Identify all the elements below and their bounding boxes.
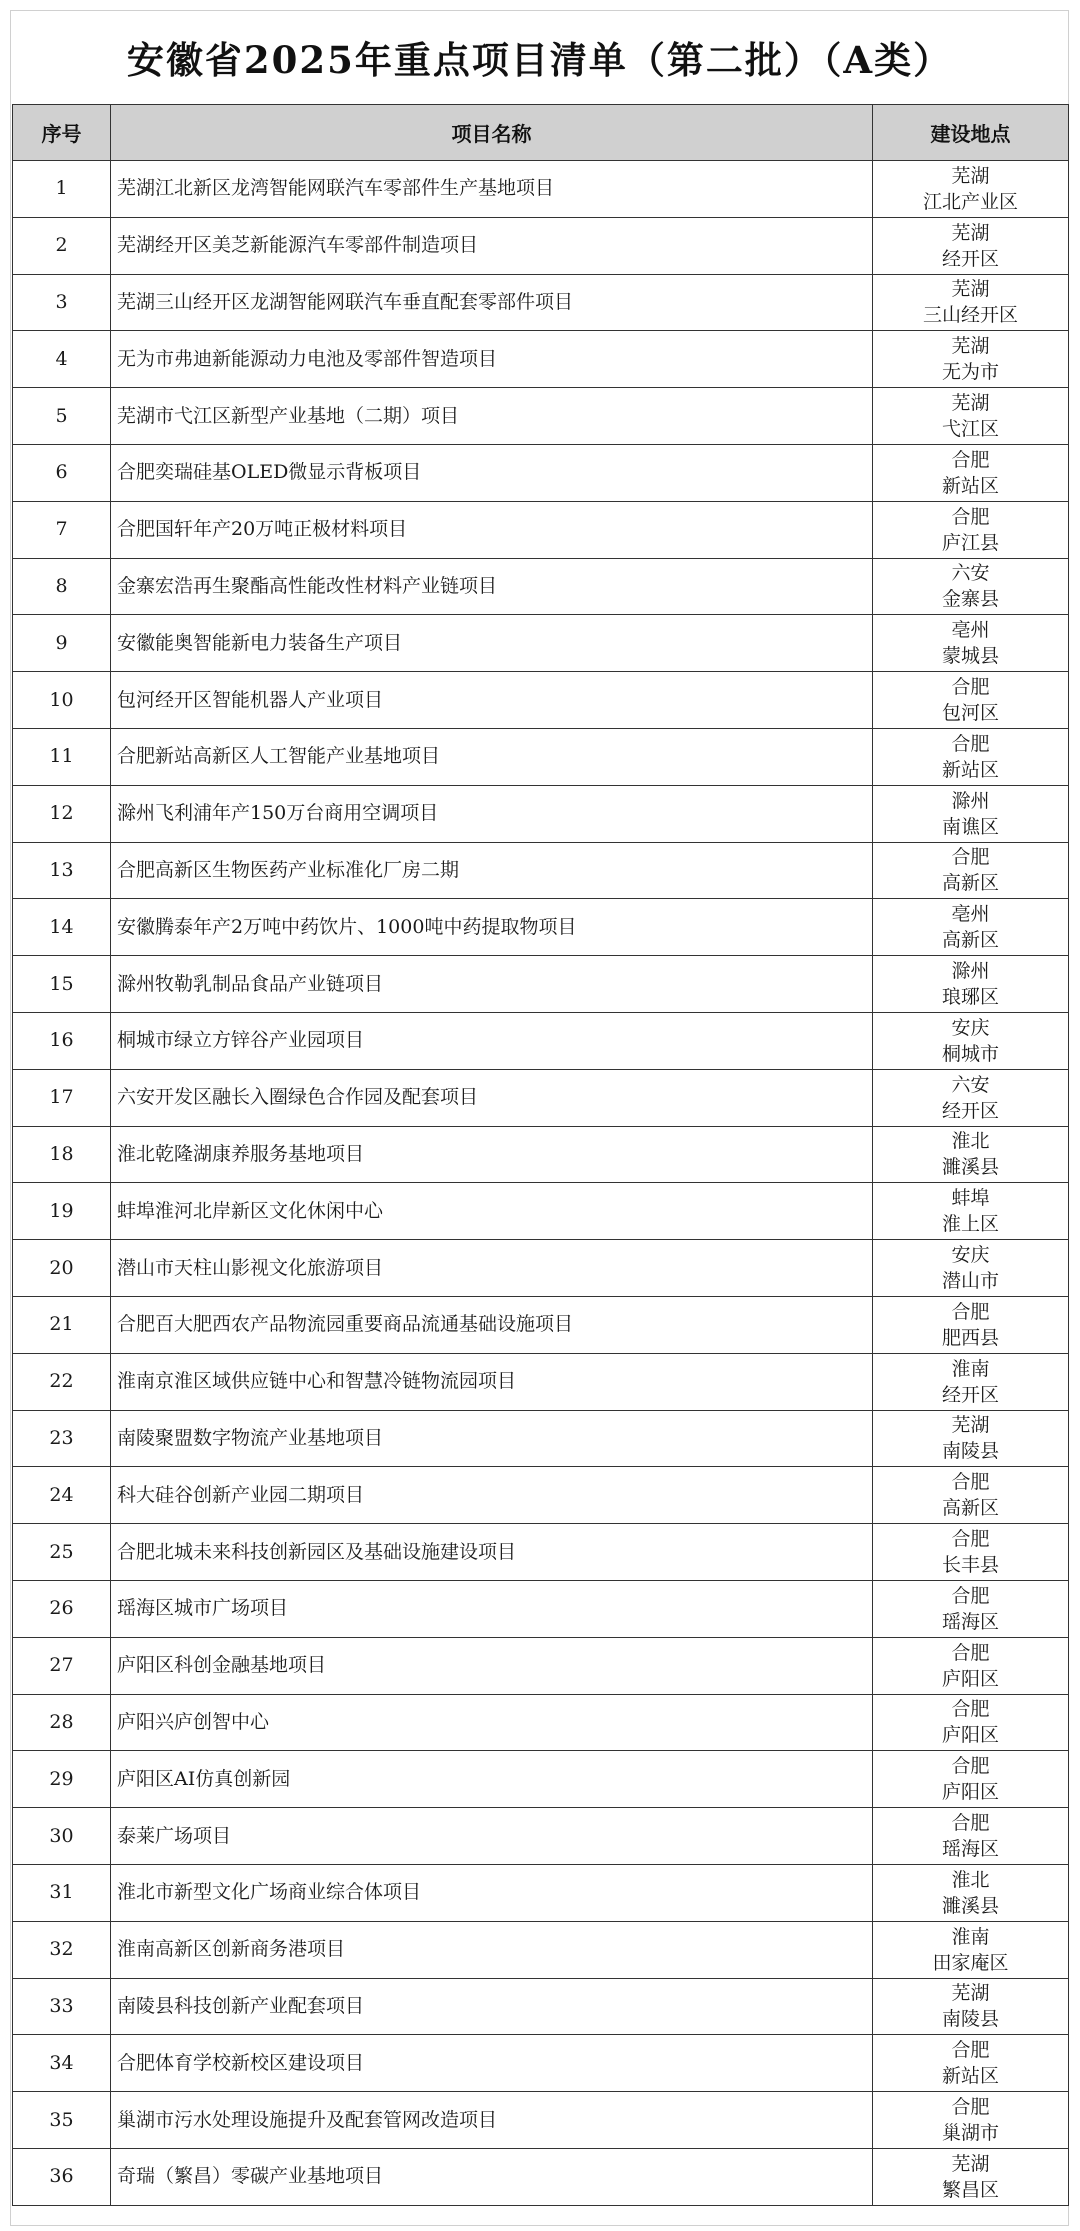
table-row [13, 1524, 1069, 1581]
project-name-cell: 淮南京淮区域供应链中心和智慧冷链物流园项目 [111, 1353, 873, 1410]
location-city: 合肥 [951, 1584, 990, 1607]
serial-number-cell: 21 [13, 1296, 111, 1353]
serial-number-cell: 13 [13, 842, 111, 899]
location-city: 滁州 [951, 960, 990, 983]
location-district: 新站区 [941, 474, 999, 497]
location-district: 长丰县 [941, 1554, 999, 1577]
serial-number-cell: 5 [13, 388, 111, 445]
project-name-cell: 合肥体育学校新校区建设项目 [111, 2035, 873, 2092]
location-cell [873, 1240, 1069, 1297]
location-cell [873, 1126, 1069, 1183]
location-city: 淮北 [951, 1868, 990, 1891]
location-district: 高新区 [941, 1497, 999, 1520]
serial-number-cell: 17 [13, 1069, 111, 1126]
serial-number-cell: 9 [13, 615, 111, 672]
table-row [13, 558, 1069, 615]
serial-number-cell: 14 [13, 899, 111, 956]
project-name-cell: 芜湖经开区美芝新能源汽车零部件制造项目 [111, 217, 873, 274]
location-cell [873, 1808, 1069, 1865]
serial-number-cell: 11 [13, 728, 111, 785]
project-name-cell: 安徽能奥智能新电力装备生产项目 [111, 615, 873, 672]
location-district: 高新区 [941, 872, 999, 895]
serial-number-cell: 2 [13, 217, 111, 274]
project-name-cell: 六安开发区融长入圈绿色合作园及配套项目 [111, 1069, 873, 1126]
serial-number-cell: 25 [13, 1524, 111, 1581]
location-district: 经开区 [941, 247, 999, 270]
location-city: 亳州 [951, 619, 990, 642]
project-name-cell: 庐阳兴庐创智中心 [111, 1694, 873, 1751]
location-cell [873, 2148, 1069, 2205]
location-cell [873, 1751, 1069, 1808]
table-row [13, 217, 1069, 274]
serial-number-cell: 36 [13, 2148, 111, 2205]
project-name-cell: 南陵聚盟数字物流产业基地项目 [111, 1410, 873, 1467]
project-name-cell: 桐城市绿立方锌谷产业园项目 [111, 1012, 873, 1069]
serial-number-cell: 1 [13, 161, 111, 218]
location-cell [873, 274, 1069, 331]
table-row [13, 1126, 1069, 1183]
project-name-cell: 芜湖市弋江区新型产业基地（二期）项目 [111, 388, 873, 445]
serial-number-cell: 18 [13, 1126, 111, 1183]
location-district: 巢湖市 [941, 2121, 999, 2144]
location-city: 合肥 [951, 1755, 990, 1778]
location-cell [873, 1580, 1069, 1637]
location-city: 芜湖 [951, 164, 990, 187]
location-district: 南谯区 [941, 815, 999, 838]
location-city: 合肥 [951, 1641, 990, 1664]
location-district: 高新区 [941, 929, 999, 952]
table-body [13, 161, 1069, 2206]
project-name-cell: 合肥奕瑞硅基OLED微显示背板项目 [111, 444, 873, 501]
location-cell [873, 331, 1069, 388]
location-city: 六安 [951, 562, 990, 585]
location-district: 濉溪县 [941, 1894, 999, 1917]
project-name-cell: 泰莱广场项目 [111, 1808, 873, 1865]
location-city: 合肥 [951, 1300, 990, 1323]
location-cell [873, 1694, 1069, 1751]
location-city: 蚌埠 [951, 1187, 990, 1210]
project-name-cell: 庐阳区AI仿真创新园 [111, 1751, 873, 1808]
location-cell [873, 1864, 1069, 1921]
table-row [13, 728, 1069, 785]
project-name-cell: 合肥新站高新区人工智能产业基地项目 [111, 728, 873, 785]
project-name-cell: 合肥百大肥西农产品物流园重要商品流通基础设施项目 [111, 1296, 873, 1353]
serial-number-cell: 16 [13, 1012, 111, 1069]
table-row [13, 1296, 1069, 1353]
location-city: 芜湖 [951, 278, 990, 301]
serial-number-cell: 26 [13, 1580, 111, 1637]
serial-number-cell: 29 [13, 1751, 111, 1808]
location-district: 肥西县 [941, 1326, 999, 1349]
table-row [13, 1467, 1069, 1524]
location-cell [873, 728, 1069, 785]
project-name-cell: 淮北乾隆湖康养服务基地项目 [111, 1126, 873, 1183]
location-cell [873, 2092, 1069, 2149]
location-district: 无为市 [941, 361, 999, 384]
location-district: 庐阳区 [941, 1724, 999, 1747]
table-row [13, 899, 1069, 956]
location-cell [873, 558, 1069, 615]
table-row [13, 1069, 1069, 1126]
location-cell [873, 444, 1069, 501]
project-name-cell: 滁州飞利浦年产150万台商用空调项目 [111, 785, 873, 842]
location-cell [873, 1467, 1069, 1524]
project-name-cell: 金寨宏浩再生聚酯高性能改性材料产业链项目 [111, 558, 873, 615]
project-name-cell: 南陵县科技创新产业配套项目 [111, 1978, 873, 2035]
serial-number-cell: 19 [13, 1183, 111, 1240]
serial-number-cell: 3 [13, 274, 111, 331]
location-city: 淮南 [951, 1925, 990, 1948]
location-cell [873, 615, 1069, 672]
project-name-cell: 淮北市新型文化广场商业综合体项目 [111, 1864, 873, 1921]
location-cell [873, 1296, 1069, 1353]
project-name-cell: 瑶海区城市广场项目 [111, 1580, 873, 1637]
location-city: 滁州 [951, 789, 990, 812]
location-district: 繁昌区 [941, 2178, 999, 2201]
location-city: 合肥 [951, 448, 990, 471]
table-row [13, 672, 1069, 729]
table-row [13, 2035, 1069, 2092]
serial-number-cell: 32 [13, 1921, 111, 1978]
serial-number-cell: 22 [13, 1353, 111, 1410]
location-district: 经开区 [941, 1099, 999, 1122]
location-district: 经开区 [941, 1383, 999, 1406]
location-city: 合肥 [951, 1812, 990, 1834]
location-district: 庐江县 [941, 531, 999, 554]
location-cell [873, 672, 1069, 729]
location-city: 合肥 [951, 505, 990, 528]
table-row [13, 1353, 1069, 1410]
location-district: 蒙城县 [941, 645, 999, 668]
table-row [13, 1921, 1069, 1978]
location-city: 合肥 [951, 1698, 990, 1721]
table-row [13, 842, 1069, 899]
location-district: 田家庵区 [932, 1951, 1009, 1974]
location-cell [873, 501, 1069, 558]
table-row [13, 956, 1069, 1013]
project-name-cell: 芜湖三山经开区龙湖智能网联汽车垂直配套零部件项目 [111, 274, 873, 331]
project-name-cell: 淮南高新区创新商务港项目 [111, 1921, 873, 1978]
location-city: 安庆 [951, 1244, 990, 1267]
location-district: 江北产业区 [922, 190, 1018, 213]
location-city: 芜湖 [951, 2152, 990, 2175]
location-cell [873, 1069, 1069, 1126]
location-cell [873, 1524, 1069, 1581]
location-district: 弋江区 [941, 418, 999, 441]
location-district: 瑶海区 [941, 1838, 999, 1860]
location-city: 淮北 [951, 1130, 990, 1153]
serial-number-cell: 7 [13, 501, 111, 558]
project-name-cell: 合肥国轩年产20万吨正极材料项目 [111, 501, 873, 558]
table-row [13, 1864, 1069, 1921]
serial-number-cell: 34 [13, 2035, 111, 2092]
project-name-cell: 潜山市天柱山影视文化旅游项目 [111, 1240, 873, 1297]
project-name-cell: 包河经开区智能机器人产业项目 [111, 672, 873, 729]
table-row [13, 1637, 1069, 1694]
table-row [13, 1751, 1069, 1808]
location-city: 合肥 [951, 732, 990, 755]
table-row [13, 1410, 1069, 1467]
table-row [13, 1694, 1069, 1751]
location-cell [873, 785, 1069, 842]
serial-number-cell: 23 [13, 1410, 111, 1467]
table-row [13, 1183, 1069, 1240]
project-name-cell: 滁州牧勒乳制品食品产业链项目 [111, 956, 873, 1013]
project-name-cell: 芜湖江北新区龙湾智能网联汽车零部件生产基地项目 [111, 161, 873, 218]
location-cell [873, 1012, 1069, 1069]
table-row [13, 2092, 1069, 2149]
project-name-cell: 安徽腾泰年产2万吨中药饮片、1000吨中药提取物项目 [111, 899, 873, 956]
location-city: 合肥 [951, 2095, 990, 2118]
serial-number-cell: 15 [13, 956, 111, 1013]
location-cell [873, 1183, 1069, 1240]
table-row [13, 444, 1069, 501]
location-district: 瑶海区 [941, 1610, 999, 1633]
location-cell [873, 2035, 1069, 2092]
location-cell [873, 217, 1069, 274]
table-row [13, 388, 1069, 445]
location-city: 安庆 [951, 1016, 990, 1039]
location-cell [873, 161, 1069, 218]
table-row [13, 1808, 1069, 1865]
location-city: 芜湖 [951, 392, 990, 415]
serial-number-cell: 31 [13, 1864, 111, 1921]
serial-number-cell: 30 [13, 1808, 111, 1865]
location-district: 淮上区 [941, 1213, 999, 1236]
project-name-cell: 合肥北城未来科技创新园区及基础设施建设项目 [111, 1524, 873, 1581]
table-row [13, 501, 1069, 558]
header-serial-number: 序号 [13, 105, 111, 161]
table-row [13, 161, 1069, 218]
location-city: 芜湖 [951, 1414, 990, 1437]
location-city: 合肥 [951, 846, 990, 869]
serial-number-cell: 28 [13, 1694, 111, 1751]
header-location: 建设地点 [873, 105, 1069, 161]
serial-number-cell: 33 [13, 1978, 111, 2035]
location-district: 三山经开区 [922, 304, 1018, 327]
location-cell [873, 1978, 1069, 2035]
table-row [13, 615, 1069, 672]
serial-number-cell: 24 [13, 1467, 111, 1524]
location-city: 合肥 [951, 676, 990, 699]
location-district: 金寨县 [941, 588, 999, 611]
table-row [13, 1012, 1069, 1069]
location-city: 亳州 [951, 903, 990, 926]
location-city: 芜湖 [951, 221, 990, 244]
project-name-cell: 无为市弗迪新能源动力电池及零部件智造项目 [111, 331, 873, 388]
location-district: 庐阳区 [941, 1781, 999, 1804]
location-district: 新站区 [941, 2065, 999, 2088]
table-header-row [13, 105, 1069, 161]
location-district: 濉溪县 [941, 1156, 999, 1179]
table-row [13, 785, 1069, 842]
location-cell [873, 899, 1069, 956]
location-cell [873, 388, 1069, 445]
location-city: 淮南 [951, 1357, 990, 1380]
serial-number-cell: 10 [13, 672, 111, 729]
location-city: 合肥 [951, 1528, 990, 1551]
project-name-cell: 合肥高新区生物医药产业标准化厂房二期 [111, 842, 873, 899]
location-district: 庐阳区 [941, 1667, 999, 1690]
table-row [13, 274, 1069, 331]
project-name-cell: 科大硅谷创新产业园二期项目 [111, 1467, 873, 1524]
location-cell [873, 956, 1069, 1013]
location-cell [873, 1410, 1069, 1467]
location-cell [873, 1921, 1069, 1978]
page-title: 安徽省2025年重点项目清单（第二批）（A类） [126, 38, 953, 82]
serial-number-cell: 20 [13, 1240, 111, 1297]
location-city: 合肥 [951, 2039, 990, 2062]
project-name-cell: 奇瑞（繁昌）零碳产业基地项目 [111, 2148, 873, 2205]
location-district: 南陵县 [941, 1440, 999, 1463]
location-district: 包河区 [941, 702, 999, 725]
project-name-cell: 蚌埠淮河北岸新区文化休闲中心 [111, 1183, 873, 1240]
location-cell [873, 842, 1069, 899]
project-table [12, 104, 1069, 2206]
location-district: 琅琊区 [941, 986, 999, 1009]
serial-number-cell: 8 [13, 558, 111, 615]
table-row [13, 2148, 1069, 2205]
serial-number-cell: 4 [13, 331, 111, 388]
table-row [13, 1978, 1069, 2035]
location-city: 芜湖 [951, 1982, 990, 2005]
serial-number-cell: 27 [13, 1637, 111, 1694]
serial-number-cell: 6 [13, 444, 111, 501]
location-city: 六安 [951, 1073, 990, 1096]
location-district: 桐城市 [941, 1042, 999, 1065]
table-row [13, 1580, 1069, 1637]
location-city: 芜湖 [951, 335, 990, 358]
table-row [13, 1240, 1069, 1297]
location-district: 潜山市 [941, 1270, 999, 1293]
project-name-cell: 巢湖市污水处理设施提升及配套管网改造项目 [111, 2092, 873, 2149]
serial-number-cell: 35 [13, 2092, 111, 2149]
header-project-name: 项目名称 [111, 105, 873, 161]
location-district: 南陵县 [941, 2008, 999, 2031]
location-cell [873, 1637, 1069, 1694]
location-district: 新站区 [941, 758, 999, 781]
location-city: 合肥 [951, 1471, 990, 1494]
serial-number-cell: 12 [13, 785, 111, 842]
location-cell [873, 1353, 1069, 1410]
table-row [13, 331, 1069, 388]
project-name-cell: 庐阳区科创金融基地项目 [111, 1637, 873, 1694]
